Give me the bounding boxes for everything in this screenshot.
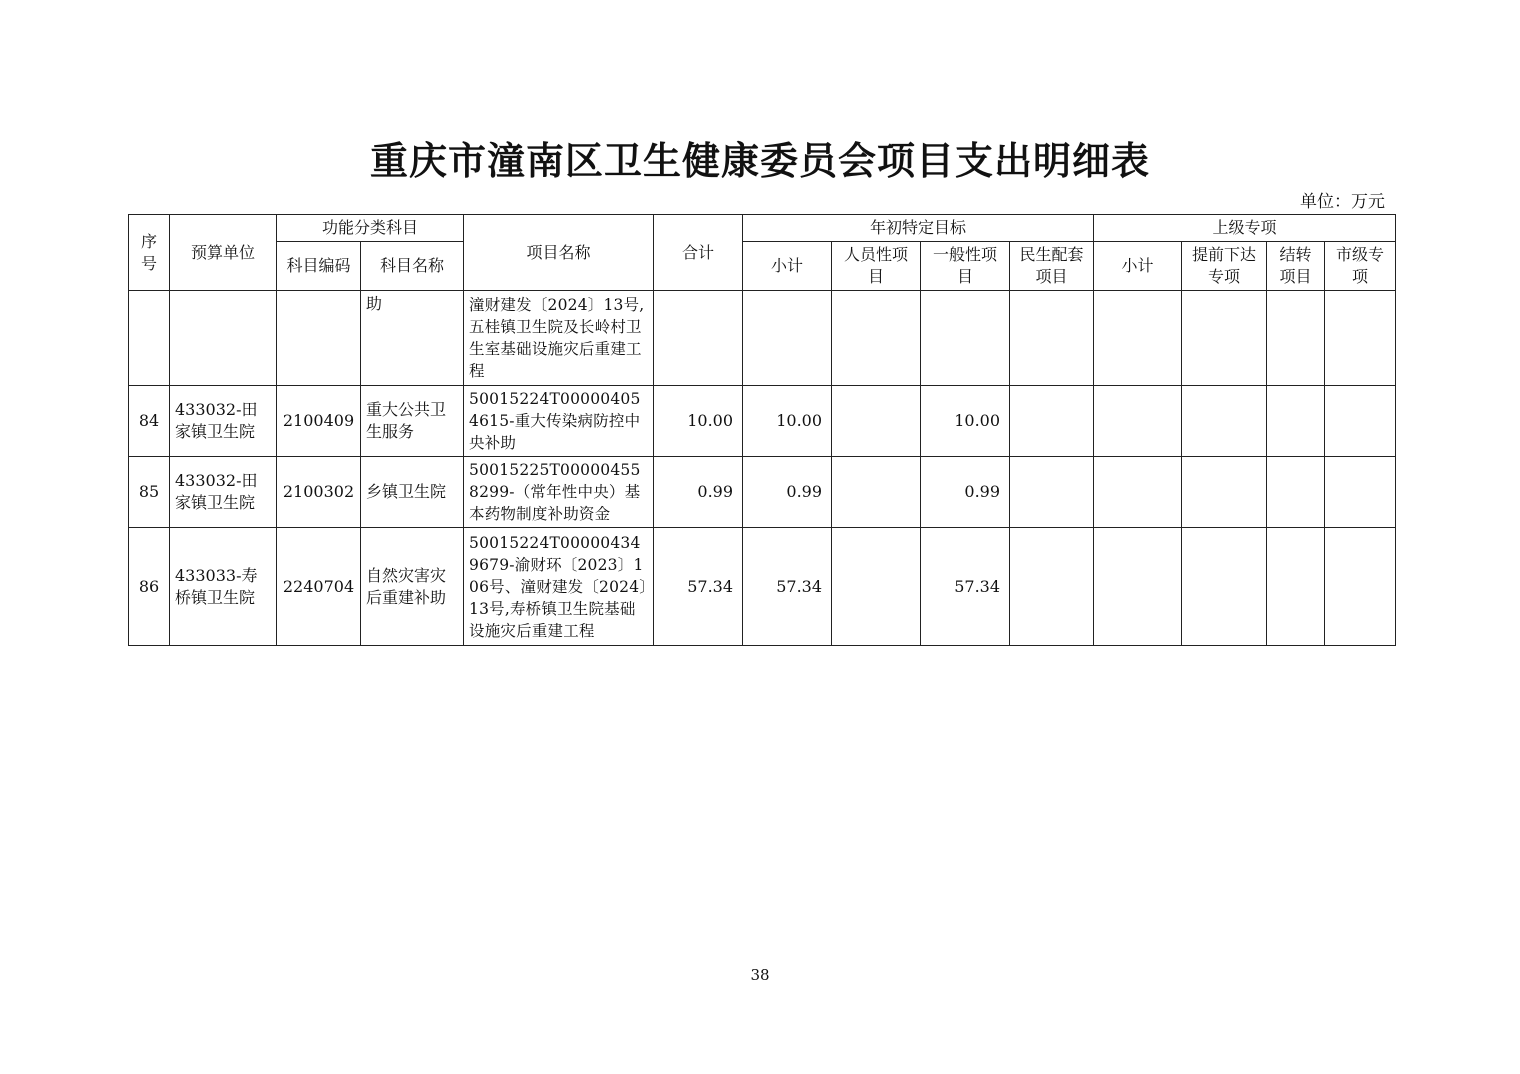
cell-total: 0.99 (654, 457, 743, 528)
cell-at-personnel (832, 528, 921, 646)
cell-us-carryover (1267, 386, 1325, 457)
cell-unit: 433033-寿桥镇卫生院 (170, 528, 277, 646)
cell-code: 2100409 (277, 386, 361, 457)
header-code: 科目编码 (277, 242, 361, 291)
cell-code: 2100302 (277, 457, 361, 528)
cell-subject: 助 (361, 291, 464, 386)
cell-code (277, 291, 361, 386)
cell-us-carryover (1267, 528, 1325, 646)
header-us-subtotal: 小计 (1094, 242, 1182, 291)
header-us-city: 市级专项 (1325, 242, 1396, 291)
cell-code: 2240704 (277, 528, 361, 646)
cell-us-city (1325, 528, 1396, 646)
header-upper-special: 上级专项 (1094, 215, 1396, 242)
cell-at-subtotal: 0.99 (743, 457, 832, 528)
cell-at-general: 57.34 (921, 528, 1010, 646)
cell-at-subtotal: 10.00 (743, 386, 832, 457)
page-number: 38 (750, 966, 770, 984)
cell-project: 50015224T000004349679-渝财环〔2023〕106号、潼财建发〔2024〕13号,寿桥镇卫生院基础设施灾后重建工程 (464, 528, 654, 646)
cell-subject: 自然灾害灾后重建补助 (361, 528, 464, 646)
cell-us-carryover (1267, 291, 1325, 386)
header-project-name: 项目名称 (464, 215, 654, 291)
header-seq: 序号 (129, 215, 170, 291)
cell-us-advance (1182, 528, 1267, 646)
cell-unit: 433032-田家镇卫生院 (170, 386, 277, 457)
cell-us-subtotal (1094, 386, 1182, 457)
cell-unit (170, 291, 277, 386)
cell-us-city (1325, 386, 1396, 457)
cell-us-subtotal (1094, 528, 1182, 646)
cell-us-advance (1182, 386, 1267, 457)
header-us-carryover: 结转项目 (1267, 242, 1325, 291)
cell-us-city (1325, 457, 1396, 528)
table-row (129, 457, 1396, 528)
cell-us-subtotal (1094, 457, 1182, 528)
header-annual-target: 年初特定目标 (743, 215, 1094, 242)
header-at-general: 一般性项目 (921, 242, 1010, 291)
cell-at-personnel (832, 457, 921, 528)
header-at-livelihood: 民生配套项目 (1010, 242, 1094, 291)
cell-at-personnel (832, 386, 921, 457)
table-row (129, 528, 1396, 646)
header-total: 合计 (654, 215, 743, 291)
cell-at-general: 10.00 (921, 386, 1010, 457)
cell-seq: 84 (129, 386, 170, 457)
cell-at-livelihood (1010, 457, 1094, 528)
cell-unit: 433032-田家镇卫生院 (170, 457, 277, 528)
cell-at-subtotal: 57.34 (743, 528, 832, 646)
cell-subject: 乡镇卫生院 (361, 457, 464, 528)
cell-seq: 85 (129, 457, 170, 528)
cell-us-advance (1182, 291, 1267, 386)
header-at-subtotal: 小计 (743, 242, 832, 291)
cell-project: 潼财建发〔2024〕13号,五桂镇卫生院及长岭村卫生室基础设施灾后重建工程 (464, 291, 654, 386)
cell-us-advance (1182, 457, 1267, 528)
cell-project: 50015224T000004054615-重大传染病防控中央补助 (464, 386, 654, 457)
cell-at-livelihood (1010, 291, 1094, 386)
cell-seq (129, 291, 170, 386)
cell-at-general (921, 291, 1010, 386)
header-budget-unit: 预算单位 (170, 215, 277, 291)
cell-us-city (1325, 291, 1396, 386)
project-expenditure-table (128, 214, 1396, 646)
cell-at-general: 0.99 (921, 457, 1010, 528)
header-subject-name: 科目名称 (361, 242, 464, 291)
cell-subject: 重大公共卫生服务 (361, 386, 464, 457)
cell-us-subtotal (1094, 291, 1182, 386)
cell-total (654, 291, 743, 386)
header-func-class: 功能分类科目 (277, 215, 464, 242)
cell-total: 57.34 (654, 528, 743, 646)
header-us-advance: 提前下达专项 (1182, 242, 1267, 291)
cell-project: 50015225T000004558299-（常年性中央）基本药物制度补助资金 (464, 457, 654, 528)
cell-at-personnel (832, 291, 921, 386)
unit-label: 单位：万元 (1300, 192, 1385, 212)
cell-at-livelihood (1010, 528, 1094, 646)
cell-seq: 86 (129, 528, 170, 646)
header-at-personnel: 人员性项目 (832, 242, 921, 291)
cell-us-carryover (1267, 457, 1325, 528)
cell-total: 10.00 (654, 386, 743, 457)
table-row (129, 291, 1396, 386)
cell-at-livelihood (1010, 386, 1094, 457)
page-title: 重庆市潼南区卫生健康委员会项目支出明细表 (369, 139, 1150, 183)
cell-at-subtotal (743, 291, 832, 386)
table-row (129, 386, 1396, 457)
